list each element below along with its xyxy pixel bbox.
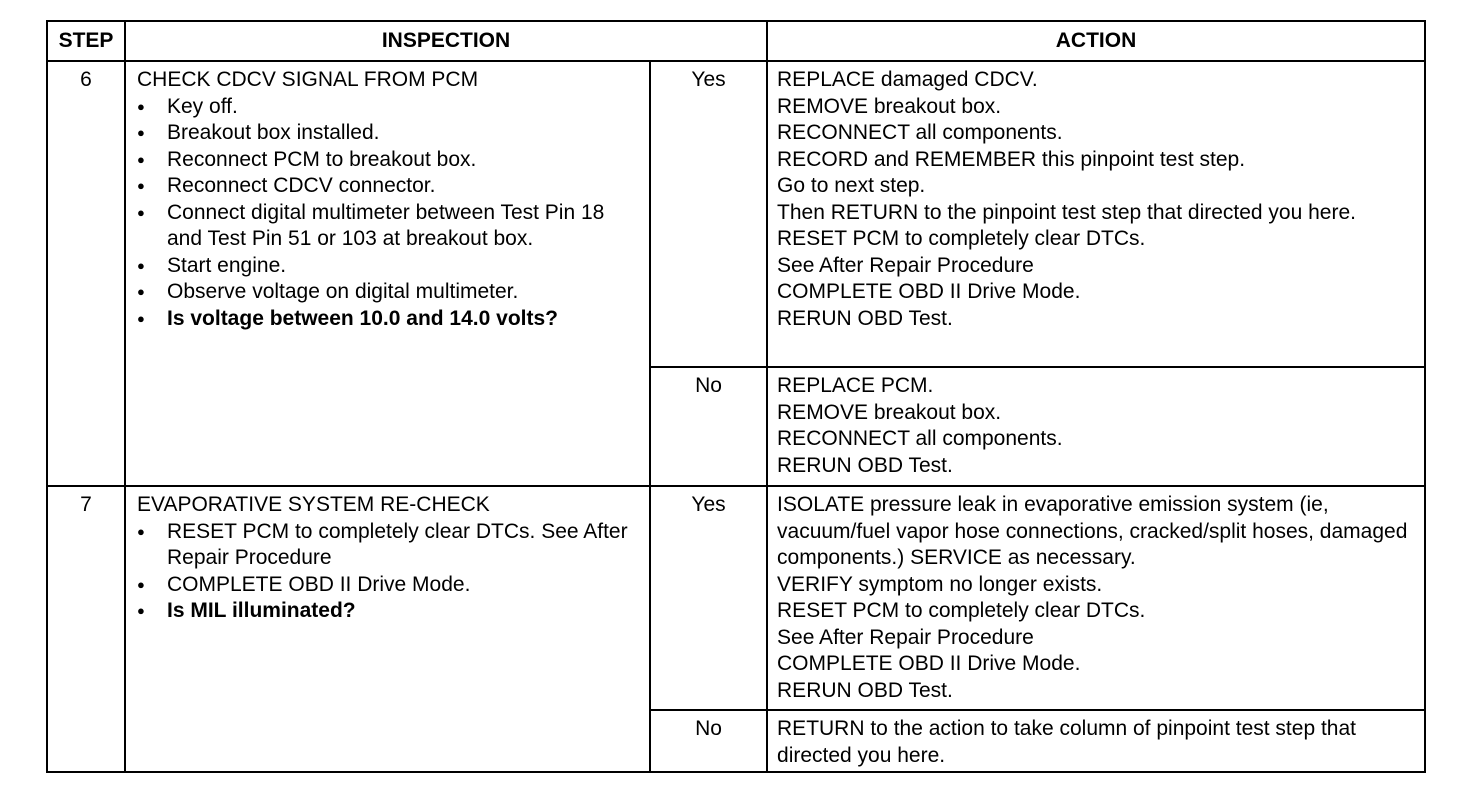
inspection-item: ● RESET PCM to completely clear DTCs. See After Repair Procedure (137, 519, 639, 572)
action-line: RESET PCM to completely clear DTCs. (777, 227, 1146, 250)
inspection-item: ● Connect digital multimeter between Test Pin 18 and Test Pin 51 or 103 at breakout box. (137, 200, 639, 253)
no-label: No (650, 710, 767, 772)
inspection-list (137, 519, 639, 625)
action-line: See After Repair Procedure (777, 253, 1034, 277)
action-line: REMOVE breakout box. (777, 400, 1002, 424)
action-line: See After Repair Procedure (777, 625, 1034, 649)
action-line: REPLACE damaged CDCV. (777, 68, 1038, 91)
action-line: RECONNECT all components. (777, 427, 1063, 450)
action-header: ACTION (767, 21, 1425, 61)
step-header: STEP (47, 21, 125, 61)
inspection-question: ● Is voltage between 10.0 and 14.0 volts? (137, 306, 639, 333)
action-line: RECONNECT all components. (777, 121, 1063, 144)
action-line: RERUN OBD Test. (777, 453, 953, 477)
inspection-cell (125, 61, 650, 486)
inspection-item: ● Key off. (137, 94, 639, 121)
action-line: RERUN OBD Test. (777, 678, 953, 702)
action-line: REPLACE PCM. (777, 374, 934, 397)
inspection-item: ● Reconnect PCM to breakout box. (137, 147, 639, 174)
step-number: 6 (47, 61, 125, 486)
inspection-item: ● Observe voltage on digital multimeter. (137, 279, 639, 306)
action-line: COMPLETE OBD II Drive Mode. (777, 652, 1081, 675)
no-actions (767, 710, 1425, 772)
step-number: 7 (47, 486, 125, 772)
yes-actions (767, 486, 1425, 710)
inspection-item: ● Start engine. (137, 253, 639, 280)
action-line: RESET PCM to completely clear DTCs. (777, 599, 1146, 622)
inspection-cell (125, 486, 650, 772)
step-row-7-yes (47, 486, 1425, 710)
action-line: RECORD and REMEMBER this pinpoint test step. (777, 147, 1246, 171)
yes-actions (767, 61, 1425, 367)
action-line: Go to next step. (777, 174, 926, 197)
action-line: Then RETURN to the pinpoint test step that directed you here. (777, 200, 1356, 224)
inspection-title: EVAPORATIVE SYSTEM RE-CHECK (137, 493, 490, 516)
inspection-header: INSPECTION (125, 21, 767, 61)
action-line: RETURN to the action to take column of pinpoint test step that directed you here. (777, 717, 1356, 767)
yes-label: Yes (650, 61, 767, 367)
no-label: No (650, 367, 767, 486)
header-row (47, 21, 1425, 61)
inspection-title: CHECK CDCV SIGNAL FROM PCM (137, 68, 479, 91)
action-line: RERUN OBD Test. (777, 306, 953, 330)
inspection-item: ● Reconnect CDCV connector. (137, 173, 639, 200)
yes-label: Yes (650, 486, 767, 710)
inspection-item: ● COMPLETE OBD II Drive Mode. (137, 572, 639, 599)
action-line: REMOVE breakout box. (777, 94, 1002, 118)
pinpoint-test-table (46, 20, 1426, 773)
action-line: COMPLETE OBD II Drive Mode. (777, 280, 1081, 303)
step-row-6-yes (47, 61, 1425, 367)
action-line: VERIFY symptom no longer exists. (777, 572, 1103, 596)
inspection-list (137, 94, 639, 333)
no-actions (767, 367, 1425, 486)
action-line: ISOLATE pressure leak in evaporative emission system (ie, vacuum/fuel vapor hose connections, cracked/split hoses, damaged components.) SERVICE as necessary. (777, 493, 1408, 569)
inspection-item: ● Breakout box installed. (137, 120, 639, 147)
inspection-question: ● Is MIL illuminated? (137, 598, 639, 625)
